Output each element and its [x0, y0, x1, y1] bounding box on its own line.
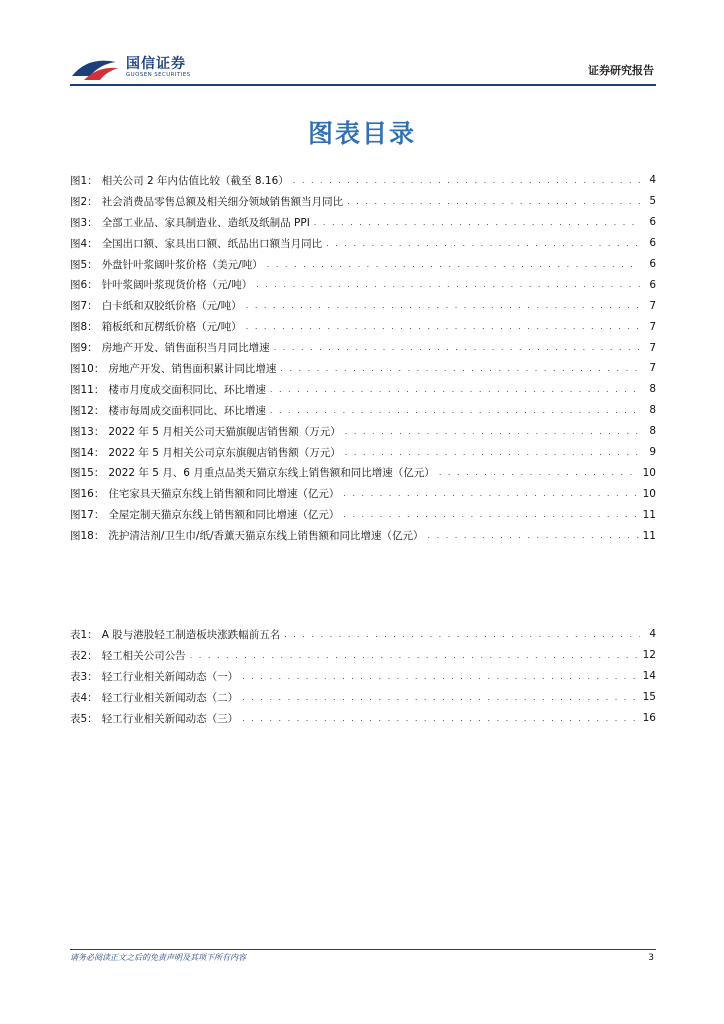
dot-leader	[246, 322, 640, 331]
entry-page: 4	[649, 174, 656, 187]
entry-number: 图7：	[70, 300, 98, 313]
entry-title: 2022 年 5 月、6 月重点品类天猫京东线上销售额和同比增速（亿元）	[108, 467, 435, 480]
entry-title: 轻工行业相关新闻动态（二）	[101, 691, 239, 704]
entry-title: 针叶浆阔叶浆现货价格（元/吨）	[101, 279, 253, 292]
entry-title: 房地产开发、销售面积累计同比增速	[108, 362, 277, 375]
figure-entry[interactable]	[70, 442, 656, 463]
entry-number: 图15：	[70, 467, 105, 480]
header-divider	[70, 84, 656, 86]
entry-page: 6	[649, 278, 656, 291]
entry-number: 图9：	[70, 342, 98, 355]
entry-number: 表5：	[70, 712, 98, 725]
entry-number: 图14：	[70, 446, 105, 459]
entry-title: 2022 年 5 月相关公司天猫旗舰店销售额（万元）	[108, 425, 341, 438]
dot-leader	[242, 714, 638, 723]
figure-entry[interactable]	[70, 254, 656, 275]
entry-number: 图6：	[70, 279, 98, 292]
dot-leader	[242, 693, 638, 702]
entry-number: 表1：	[70, 628, 98, 641]
figure-entry[interactable]	[70, 462, 656, 483]
dot-leader	[270, 406, 640, 415]
entry-number: 表4：	[70, 691, 98, 704]
dot-leader	[314, 218, 640, 227]
figure-entry[interactable]	[70, 170, 656, 191]
entry-page: 10	[642, 487, 656, 500]
entry-page: 7	[649, 341, 656, 354]
report-type-label: 证券研究报告	[588, 64, 654, 77]
entry-title: 箱板纸和瓦楞纸价格（元/吨）	[101, 321, 242, 334]
dot-leader	[326, 239, 640, 248]
entry-page: 8	[649, 383, 656, 396]
entry-title: 轻工行业相关新闻动态（三）	[101, 712, 239, 725]
dot-leader	[347, 197, 640, 206]
dot-leader	[284, 630, 640, 639]
dot-leader	[270, 385, 640, 394]
figure-entry[interactable]	[70, 274, 656, 295]
entry-title: 全部工业品、家具制造业、造纸及纸制品 PPI	[101, 216, 310, 229]
entry-title: 相关公司 2 年内估值比较（截至 8.16）	[101, 174, 289, 187]
figure-entry[interactable]	[70, 358, 656, 379]
entry-number: 图10：	[70, 362, 105, 375]
figure-entry[interactable]	[70, 379, 656, 400]
entry-page: 7	[649, 362, 656, 375]
entry-number: 图3：	[70, 216, 98, 229]
entry-title: 全屋定制天猫京东线上销售额和同比增速（亿元）	[108, 509, 340, 522]
page-header	[70, 48, 656, 88]
figure-list	[70, 170, 656, 546]
logo-chinese-name: 国信证券	[126, 56, 186, 72]
figure-entry[interactable]	[70, 337, 656, 358]
entry-page: 7	[649, 299, 656, 312]
dot-leader	[280, 364, 640, 373]
entry-page: 14	[642, 670, 656, 683]
entry-page: 6	[649, 237, 656, 250]
entry-page: 6	[649, 258, 656, 270]
dot-leader	[293, 176, 640, 185]
entry-title: 外盘针叶浆阔叶浆价格（美元/吨）	[101, 258, 263, 271]
dot-leader	[439, 468, 639, 477]
figure-entry[interactable]	[70, 212, 656, 233]
dot-leader	[274, 343, 640, 352]
figure-entry[interactable]	[70, 191, 656, 212]
entry-number: 表2：	[70, 649, 98, 662]
entry-page: 16	[642, 712, 656, 724]
entry-number: 图8：	[70, 321, 98, 334]
entry-number: 表3：	[70, 670, 98, 683]
entry-page: 7	[649, 320, 656, 333]
dot-leader	[256, 280, 640, 289]
dot-leader	[343, 510, 638, 519]
figure-entry[interactable]	[70, 295, 656, 316]
entry-number: 图18：	[70, 530, 105, 543]
entry-number: 图5：	[70, 258, 98, 271]
entry-title: 2022 年 5 月相关公司京东旗舰店销售额（万元）	[108, 446, 341, 459]
dot-leader	[345, 448, 640, 457]
table-entry[interactable]	[70, 708, 656, 729]
entry-page: 11	[642, 508, 656, 521]
entry-page: 12	[642, 649, 656, 662]
dot-leader	[345, 427, 640, 436]
entry-title: 轻工行业相关新闻动态（一）	[101, 670, 239, 683]
dot-leader	[428, 531, 639, 540]
entry-title: 轻工相关公司公告	[101, 649, 186, 662]
table-entry[interactable]	[70, 687, 656, 708]
entry-page: 5	[649, 195, 656, 208]
dot-leader	[190, 651, 639, 660]
entry-title: A 股与港股轻工制造板块涨跌幅前五名	[101, 628, 281, 641]
guosen-logo-icon	[70, 54, 120, 82]
figure-entry[interactable]	[70, 400, 656, 421]
entry-title: 楼市月度成交面积同比、环比增速	[108, 383, 266, 396]
entry-number: 图17：	[70, 509, 105, 522]
page-number: 3	[648, 953, 654, 963]
entry-page: 6	[649, 216, 656, 229]
dot-leader	[246, 301, 640, 310]
figure-entry[interactable]	[70, 233, 656, 254]
table-entry[interactable]	[70, 666, 656, 687]
entry-number: 图16：	[70, 488, 105, 501]
entry-number: 图11：	[70, 383, 105, 396]
page-title: 图表目录	[307, 119, 416, 148]
logo-english-name: GUOSEN SECURITIES	[126, 72, 191, 78]
entry-page: 8	[649, 425, 656, 438]
entry-title: 白卡纸和双胶纸价格（元/吨）	[101, 300, 242, 313]
entry-number: 图13：	[70, 425, 105, 438]
entry-number: 图2：	[70, 195, 98, 208]
entry-title: 楼市每周成交面积同比、环比增速	[108, 404, 266, 417]
dot-leader	[242, 672, 638, 681]
entry-number: 图4：	[70, 237, 98, 250]
disclaimer-text: 请务必阅读正文之后的免责声明及其项下所有内容	[70, 953, 246, 962]
entry-page: 4	[649, 628, 656, 641]
figure-entry[interactable]	[70, 504, 656, 525]
figure-entry[interactable]	[70, 483, 656, 504]
figure-entry[interactable]	[70, 316, 656, 337]
entry-title: 洗护清洁剂/卫生巾/纸/香薰天猫京东线上销售额和同比增速（亿元）	[108, 530, 424, 543]
dot-leader	[267, 260, 640, 269]
footer-divider	[70, 949, 656, 950]
table-entry[interactable]	[70, 645, 656, 666]
entry-number: 图1：	[70, 174, 98, 187]
entry-page: 10	[642, 466, 656, 479]
entry-title: 社会消费品零售总额及相关细分领域销售额当月同比	[101, 195, 344, 208]
figure-entry[interactable]	[70, 525, 656, 546]
entry-title: 全国出口额、家具出口额、纸品出口额当月同比	[101, 237, 323, 250]
figure-entry[interactable]	[70, 421, 656, 442]
entry-page: 8	[649, 404, 656, 417]
entry-title: 住宅家具天猫京东线上销售额和同比增速（亿元）	[108, 488, 340, 501]
entry-page: 9	[649, 446, 656, 459]
table-entry[interactable]	[70, 624, 656, 645]
entry-page: 15	[642, 691, 656, 704]
table-list	[70, 624, 656, 728]
entry-number: 图12：	[70, 404, 105, 417]
entry-page: 11	[642, 529, 656, 542]
dot-leader	[343, 489, 638, 498]
entry-title: 房地产开发、销售面积当月同比增速	[101, 342, 270, 355]
